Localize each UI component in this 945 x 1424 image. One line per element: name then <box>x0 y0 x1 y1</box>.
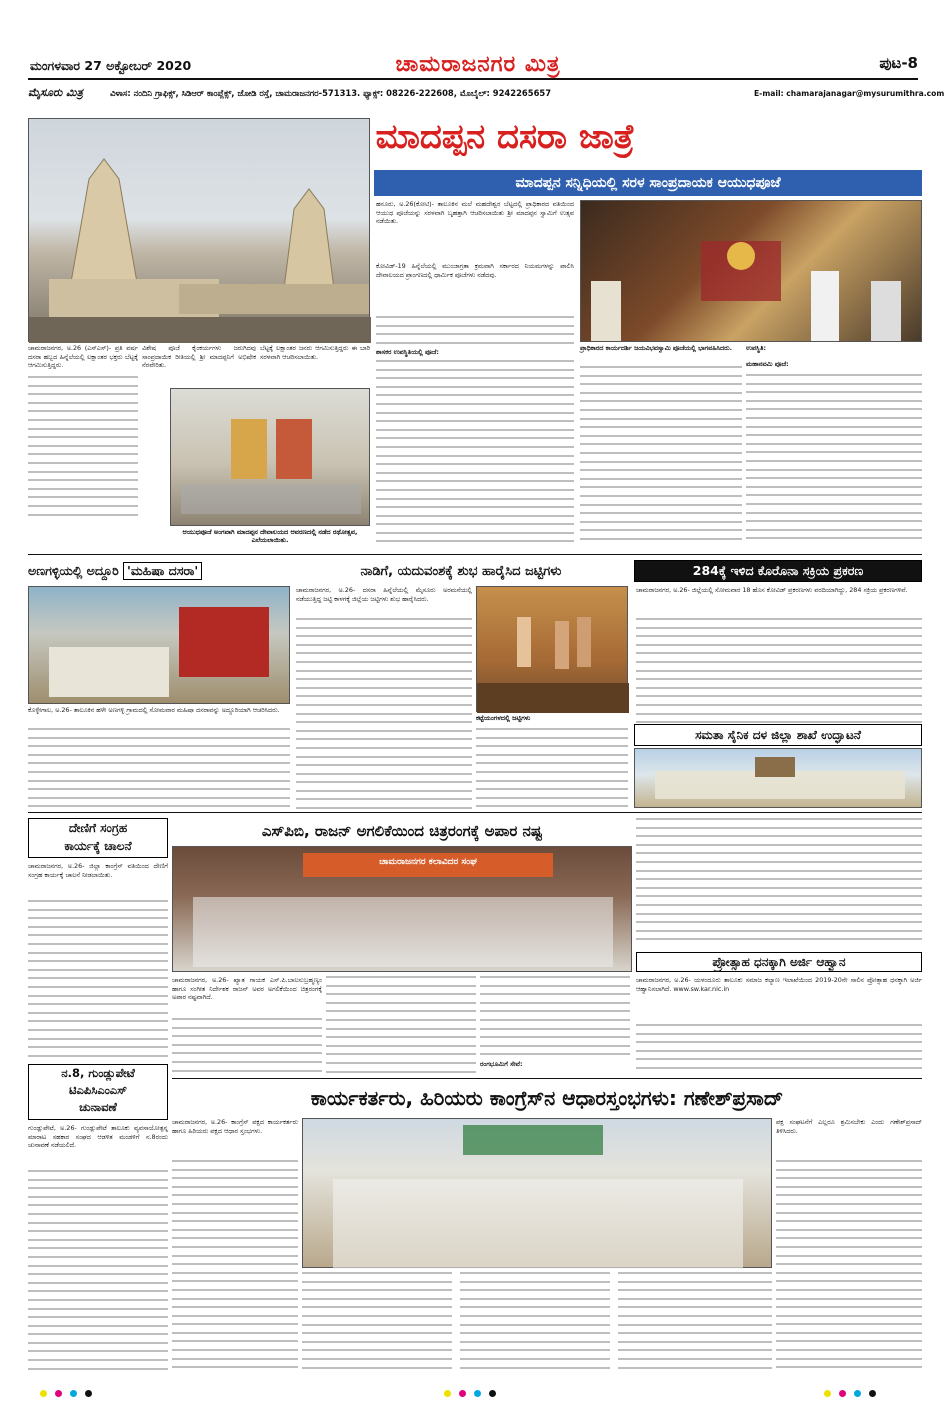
sangraha-text: ಚಾಮರಾಜನಗರ, ಅ.26- ಜಿಲ್ಲಾ ಕಾಂಗ್ರೆಸ್ ವತಿಯಿಂದ ದೇಣಿಗೆ ಸಂಗ್ರಹ ಕಾರ್ಯಕ್ಕೆ ಚಾಲನೆ ನೀಡಲಾಯಿತು. <box>28 862 168 879</box>
wrestlers-illustration <box>477 587 629 713</box>
nadige-headline: ನಾಡಿಗೆ, ಯದುವಂಶಕ್ಕೆ ಶುಭ ಹಾರೈಸಿದ ಜಟ್ಟಿಗಳು <box>360 563 562 579</box>
lead-body-lines <box>376 316 574 344</box>
aruni-illustration <box>29 587 291 705</box>
lead-para2: ಕೋವಿಡ್-19 ಹಿನ್ನೆಲೆಯಲ್ಲಿ ಮುಂಜಾಗ್ರತಾ ಕ್ರಮವಾಗಿ ಸರ್ಕಾರದ ನಿಯಮಗಳನ್ನು ಪಾಲಿಸಿ ದೇವಾಲಯದ ಪ್ರಾಂಗಣದಲ್ಲಿ ಧಾರ್ಮಿಕ ಪೂಜೆಗಳು ನಡೆದವು. <box>376 262 574 279</box>
aruni-lines <box>28 728 290 808</box>
registration-marks-right <box>820 1382 880 1401</box>
chariot-illustration <box>171 389 371 527</box>
aruni-headline-part1: ಅಣಗಳ್ಳಿಯಲ್ಲಿ ಅದ್ದೂರಿ <box>28 563 119 578</box>
gundlupet-headline-line1: ನ.8, ಗುಂಡ್ಲುಪೇಟೆ <box>61 1066 135 1080</box>
section-rule-2 <box>28 812 922 813</box>
lead-col-right: ಬೆಟ್ಟಕ್ಕೆ ಲಕ್ಷಾಂತರ ಜನರು ಆಗಮಿಸುತ್ತಿದ್ದರು ಈ ಬಾರಿ ಸರಳವಾಗಿ ಆಚರಿಸಲಾಯಿತು. <box>260 344 370 361</box>
congress-illustration <box>303 1119 773 1269</box>
spb-sub-tribute: ರಂಗಭೂಮಿಗೆ ಸೇವೆ: <box>480 1060 523 1068</box>
congress-lines-bottom-a <box>302 1272 452 1370</box>
issue-date: ಮಂಗಳವಾರ 27 ಅಕ್ಟೋಬರ್ 2020 <box>30 58 192 73</box>
congress-lines-bottom-c <box>618 1272 772 1370</box>
congress-photo <box>302 1118 772 1268</box>
sangraha-headline-line1: ದೇಣಿಗೆ ಸಂಗ್ರಹ <box>68 821 128 835</box>
puja-illustration <box>581 201 923 343</box>
samata-photo <box>634 748 922 808</box>
sangraha-headline-box <box>28 818 168 858</box>
lead-col-left: ಚಾಮರಾಜನಗರ, ಅ.26 (ಎಸ್‌ಎಸ್)- ಪ್ರತಿ ವರ್ಷ ದಸರಾ ಹಬ್ಬದ ಹಿನ್ನೆಲೆಯಲ್ಲಿ ಲಕ್ಷಾಂತರ ಭಕ್ತರು ಬೆಟ್ಟಕ್ಕೆ ಆಗಮಿಸುತ್ತಿದ್ದರು. <box>28 344 138 370</box>
lead-sub-special: ಶಾಸಕರ ಉಪಸ್ಥಿತಿಯಲ್ಲಿ ಪೂಜೆ: <box>376 348 439 356</box>
congress-lines-left <box>172 1160 298 1370</box>
aruni-headline-part2: 'ಮಹಿಷಾ ದಸರಾ' <box>123 562 202 580</box>
masthead-rule <box>28 78 918 80</box>
lead-right-lines-c <box>746 374 922 550</box>
chariot-photo <box>170 388 370 526</box>
spb-lines-c <box>480 976 630 1058</box>
congress-text-right: ಪಕ್ಷ ಸಂಘಟನೆಗೆ ಎಲ್ಲರೂ ಶ್ರಮಿಸಬೇಕು ಎಂದು ಗಣೇಶ್‌ಪ್ರಸಾದ್ ತಿಳಿಸಿದರು. <box>776 1118 922 1135</box>
gundlupet-text: ಗುಂಡ್ಲುಪೇಟೆ, ಅ.26- ಗುಂಡ್ಲುಪೇಟೆ ತಾಲೂಕು ವ್ಯವಸಾಯೋತ್ಪನ್ನ ಮಾರಾಟ ಸಹಕಾರ ಸಂಘದ ಆಡಳಿತ ಮಂಡಳಿಗೆ ನ.8ರಂದು ಚುನಾವಣೆ ನಡೆಯಲಿದೆ. <box>28 1124 168 1150</box>
wrestlers-photo <box>476 586 628 712</box>
page-number: ಪುಟ-8 <box>879 54 918 72</box>
congress-lines-right <box>776 1160 922 1370</box>
lead-col-mid: ವಿಶೇಷ ಪೂಜೆ ಕೈಂಕರ್ಯಗಳು ಜರುಗಿದವು ಸಾಂಪ್ರದಾಯಿಕ ರೀತಿಯಲ್ಲಿ ಶ್ರೀ ಮಾದಪ್ಪನಿಗೆ ಅಭಿಷೇಕ ನೆರವೇರಿತು. <box>142 344 256 370</box>
spb-banner-text: ಚಾಮರಾಜನಗರ ಕಲಾವಿದರ ಸಂಘ <box>379 857 477 867</box>
lead-right-lines-b <box>580 366 742 550</box>
section-rule-1 <box>28 554 922 555</box>
lead-sub-officials: ಉಪಸ್ಥಿತಿ: <box>746 344 766 352</box>
section-rule-3 <box>172 1078 922 1079</box>
sangraha-lines <box>28 900 168 1060</box>
sangraha-headline-line2: ಕಾರ್ಯಕ್ಕೆ ಚಾಲನೆ <box>64 839 132 853</box>
registration-marks-center <box>440 1382 500 1401</box>
paper-name: ಚಾಮರಾಜನಗರ ಮಿತ್ರ <box>395 52 561 77</box>
masthead <box>28 52 945 104</box>
registration-marks-left <box>36 1382 96 1401</box>
lead-photo-right-caption: ಪ್ರಾಧಿಕಾರದ ಕಾರ್ಯದರ್ಶಿ ಜಯವಿಭವಸ್ವಾಮಿ ಪೂಜೆಯಲ್ಲಿ ಭಾಗವಹಿಸಿದರು. <box>580 344 732 352</box>
congress-headline: ಕಾರ್ಯಕರ್ತರು, ಹಿರಿಯರು ಕಾಂಗ್ರೆಸ್‌ನ ಆಧಾರಸ್ತಂಭಗಳು: ಗಣೇಶ್‌ಪ್ರಸಾದ್ <box>310 1086 784 1110</box>
lead-subhead: ಮಾದಪ್ಪನ ಸನ್ನಿಧಿಯಲ್ಲಿ ಸರಳ ಸಾಂಪ್ರದಾಯಕ ಆಯುಧಪೂಜೆ <box>374 170 922 196</box>
chariot-caption: ಆಯುಧಪೂಜೆ ಅಂಗವಾಗಿ ಮಾದಪ್ಪನ ದೇವಾಲಯದ ಆವರಣದಲ್ಲಿ ನಡೆದ ರಥೋತ್ಸವ, ಎಲೆಯಲಾಯಿತು. <box>182 528 358 544</box>
wrestlers-caption: ಕಟ್ಟೆಯಂಗಳದಲ್ಲಿ ಜಟ್ಟಿಗಳು <box>476 714 531 722</box>
temple-photo <box>28 118 370 342</box>
samata-illustration <box>635 749 923 809</box>
email-link[interactable]: E-mail: chamarajanagar@mysurumithra.com <box>754 89 945 98</box>
gundlupet-headline-box <box>28 1064 168 1120</box>
aruni-headline <box>28 560 290 582</box>
nadige-text: ಚಾಮರಾಜನಗರ, ಅ.26- ದಸರಾ ಹಿನ್ನೆಲೆಯಲ್ಲಿ ಮೈಸೂರು ಅರಮನೆಯಲ್ಲಿ ನಡೆಯುತ್ತಿದ್ದ ಜಟ್ಟಿ ಕಾಳಗಕ್ಕೆ ಜಿಲ್ಲೆಯ ಜಟ್ಟಿಗಳು ಶುಭ ಹಾರೈಸಿದರು. <box>296 586 472 603</box>
spb-lines-a <box>172 1018 322 1074</box>
covid-text: ಚಾಮರಾಜನಗರ, ಅ.26- ಜಿಲ್ಲೆಯಲ್ಲಿ ಸೋಮವಾರ 18 ಹೊಸ ಕೋವಿಡ್ ಪ್ರಕರಣಗಳು ವರದಿಯಾಗಿದ್ದು, 284 ಸಕ್ರಿಯ ಪ್ರಕರಣಗಳಿವೆ. <box>636 586 908 594</box>
address-line: ವಿಳಾಸ: ನಂದಿನಿ ಗ್ರಾಫಿಕ್ಸ್, ಸಿಡಿಆರ್ ಕಾಂಪ್ಲೆಕ್ಸ್, ಜೋಡಿ ರಸ್ತೆ, ಚಾಮರಾಜನಗರ-571313. ಫ್ಯಾಕ್ಸ್: 08226-222608, ಮೊಬೈಲ್: 9242265657 <box>110 88 552 98</box>
spb-lines-b <box>326 976 476 1074</box>
samata-headline: ಸಮತಾ ಸೈನಿಕ ದಳ ಜಿಲ್ಲಾ ಶಾಖೆ ಉದ್ಘಾಟನೆ <box>634 724 922 746</box>
lead-para1: ಹನೂರು, ಅ.26(ಕೋಟಿ)- ತಾಲೂಕಿನ ಮಲೆ ಮಹದೇಶ್ವರ ಬೆಟ್ಟದಲ್ಲಿ ಪ್ರಾಧಿಕಾರದ ವತಿಯಿಂದ ಆಯುಧ ಪೂಜೆಯನ್ನು ಸರಳವಾಗಿ ಬೃಹತ್ತಾಗಿ ಆಚರಿಸಲಾಯಿತು ಶ್ರೀ ಮಾದಪ್ಪನ ಸ್ವಾಮಿಗೆ ಉತ್ಸವ ನಡೆಯಿತು. <box>376 200 574 226</box>
aruni-text: ಕೊಳ್ಳೇಗಾಲ, ಅ.26- ತಾಲೂಕಿನ ಹಳೇ ಅಣಗಳ್ಳಿ ಗ್ರಾಮದಲ್ಲಿ ಸೋಮವಾರ ಮಹಿಷಾ ದಸರಾವನ್ನು ಅದ್ದೂರಿಯಾಗಿ ಆಚರಿಸಿದರು. <box>28 706 280 714</box>
aruni-photo <box>28 586 290 704</box>
gundlupet-headline-line3: ಚುನಾವಣೆ <box>79 1100 117 1114</box>
publisher-logo: ಮೈಸೂರು ಮಿತ್ರ <box>28 86 83 99</box>
protsaha-headline: ಪ್ರೋತ್ಸಾಹ ಧನಕ್ಕಾಗಿ ಅರ್ಜಿ ಆಹ್ವಾನ <box>636 952 922 972</box>
nadige-lines-b <box>476 728 628 808</box>
temple-illustration <box>29 119 371 343</box>
lead-headline-part2: ಮಾದಪ್ಪನ ದಸರಾ ಜಾತ್ರೆ <box>375 117 635 157</box>
protsaha-lines <box>636 1024 922 1074</box>
gundlupet-lines <box>28 1170 168 1370</box>
spb-text: ಚಾಮರಾಜನಗರ, ಅ.26- ಖ್ಯಾತ ಗಾಯಕ ಎಸ್.ಪಿ.ಬಾಲಸುಬ್ರಹ್ಮಣ್ಯಂ ಹಾಗೂ ಸಂಗೀತ ನಿರ್ದೇಶಕ ರಾಜನ್ ಅವರ ಅಗಲಿಕೆಯಿಂದ ಚಿತ್ರರಂಗಕ್ಕೆ ಅಪಾರ ನಷ್ಟವಾಗಿದೆ. <box>172 976 322 1002</box>
spb-photo <box>172 846 632 972</box>
nadige-lines-a <box>296 618 472 808</box>
lead-sub-mahanavami: ಮಹಾನವಮಿ ಪೂಜೆ: <box>746 360 789 368</box>
congress-text-left: ಚಾಮರಾಜನಗರ, ಅ.26- ಕಾಂಗ್ರೆಸ್ ಪಕ್ಷದ ಕಾರ್ಯಕರ್ತರು ಹಾಗೂ ಹಿರಿಯರು ಪಕ್ಷದ ಆಧಾರ ಸ್ತಂಭಗಳು. <box>172 1118 298 1135</box>
congress-lines-bottom-b <box>460 1272 610 1370</box>
covid-lines <box>636 618 922 722</box>
spb-headline: ಎಸ್‌ಪಿಬಿ, ರಾಜನ್ ಅಗಲಿಕೆಯಿಂದ ಚಿತ್ರರಂಗಕ್ಕೆ ಅಪಾರ ನಷ್ಟ <box>261 822 543 840</box>
puja-photo <box>580 200 922 342</box>
gundlupet-headline-line2: ಟಿಎಪಿಸಿಎಂಎಸ್ <box>68 1083 128 1097</box>
protsaha-text: ಚಾಮರಾಜನಗರ, ಅ.26- ಯಳಂದೂರು ತಾಲೂಕು ಸಮಾಜ ಕಲ್ಯಾಣ ಇಲಾಖೆಯಿಂದ 2019-20ನೇ ಸಾಲಿನ ಪ್ರೋತ್ಸಾಹ ಧನಕ್ಕಾಗಿ ಅರ್ಜಿ ಆಹ್ವಾನಿಸಲಾಗಿದೆ. www.sw.kar.nic.in <box>636 976 922 993</box>
lead-col-left-lines <box>28 376 138 526</box>
lead-right-lines-a <box>376 360 574 550</box>
spb-lines-d <box>636 818 922 938</box>
covid-headline: 284ಕ್ಕೆ ಇಳಿದ ಕೊರೊನಾ ಸಕ್ರಿಯ ಪ್ರಕರಣ <box>634 560 922 582</box>
